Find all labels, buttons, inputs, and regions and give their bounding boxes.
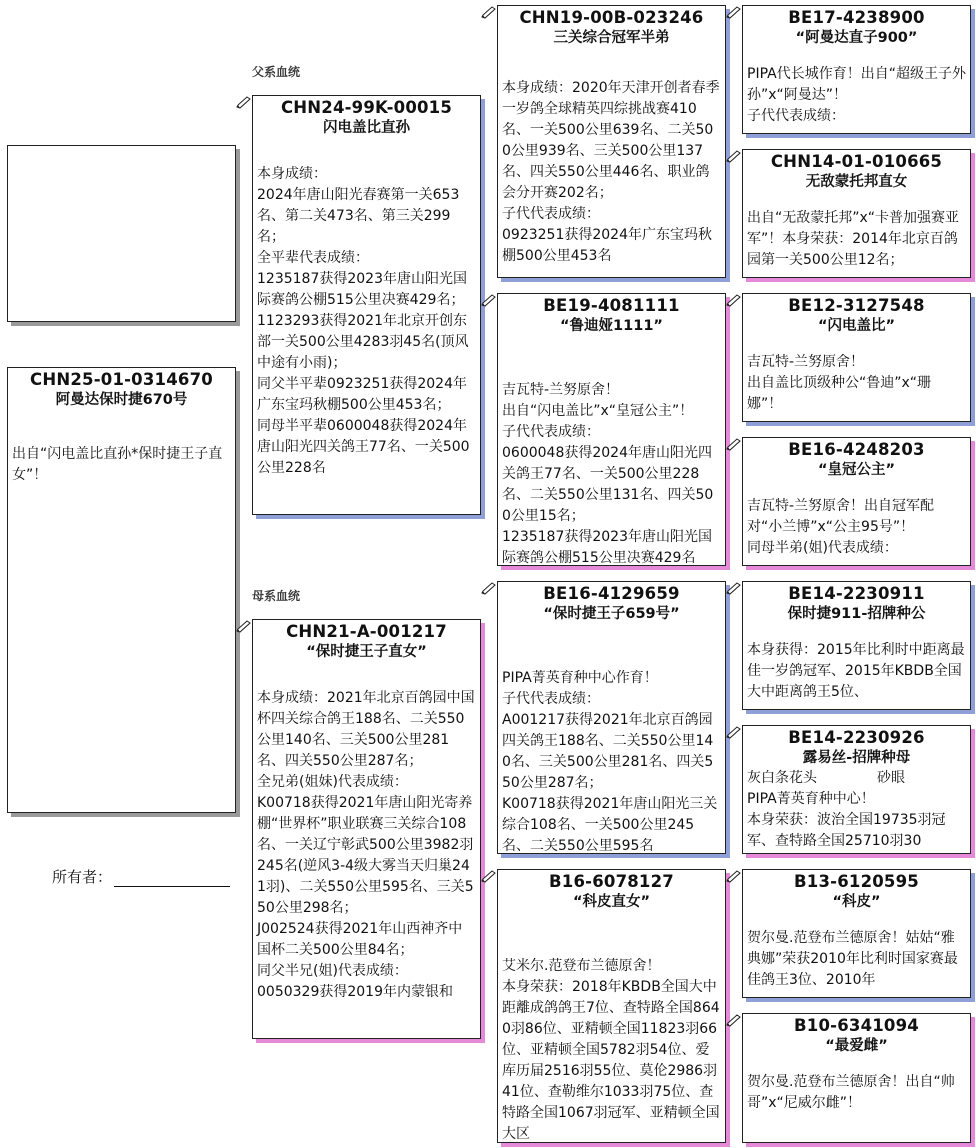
ring-number: BE19-4081111: [543, 296, 680, 315]
card-sdd[interactable]: [742, 437, 971, 566]
ring-number: BE17-4238900: [788, 8, 925, 27]
bird-name: “保时捷王子直女”: [306, 644, 427, 660]
edit-pencil-icon[interactable]: [481, 6, 496, 19]
bird-notes: 本身成绩：2020年天津开创者春季一岁鸽全球精英四综挑战赛410名、一关500公里639名、二关500公里939名、三关500公里137名、四关550公里446名、职业鸽会分开赛202名； 子代代表成绩： 0923251获得2024年广东宝玛秋棚500公里453名: [502, 80, 720, 264]
bird-notes: 出自“无敌蒙托邦”x“卡普加强赛亚军”！本身荣获：2014年北京百鸽园第一关500公里12名；: [747, 210, 960, 268]
bird-notes: PIPA菁英育种中心作育！ 子代代表成绩： A001217获得2021年北京百鸽园四关鸽王188名、二关550公里140名、三关500公里281名、四关550公里287名； K00718获得2021年唐山阳光三关综合108名、一关500公里245名、二关550公里595名: [502, 670, 718, 854]
edit-pencil-icon[interactable]: [481, 870, 496, 883]
bird-notes: 本身成绩：2021年北京百鸽园中国杯四关综合鸽王188名、二关550公里140名、三关500公里281名、四关550公里287名； 全兄弟(姐妹)代表成绩： K00718获得2021年唐山阳光寄养棚“世界杯”职业联赛三关综合108名、一关辽宁彰武500公里3982羽245名(逆风3-4级大雾当天归巢241羽)、二关550公里595名、三关550公里298名； J002524获得2021年山西神齐中国杯二关500公里84名； 同父半兄(姐)代表成绩： 0050329获得2019年内蒙银和: [257, 690, 475, 1000]
ring-number: BE12-3127548: [788, 296, 925, 315]
bird-notes: [743, 768, 970, 789]
card-dam-dam[interactable]: [497, 869, 726, 1143]
bird-name: 无敌蒙托邦直女: [805, 174, 908, 190]
bird-name: “保时捷王子659号”: [543, 606, 680, 622]
edit-pencil-icon[interactable]: [726, 294, 741, 307]
bird-name: “闪电盖比”: [817, 318, 896, 334]
bird-notes: PIPA代长城作育！出自“超级王子外孙”x“阿曼达”！ 子代代表成绩：: [747, 66, 966, 124]
bird-name: 保时捷911-招牌种公: [787, 606, 926, 622]
ring-number: CHN19-00B-023246: [519, 8, 704, 27]
card-subject[interactable]: [7, 367, 236, 813]
photo-frame: [7, 145, 236, 322]
edit-pencil-icon[interactable]: [726, 6, 741, 19]
edit-pencil-icon[interactable]: [726, 1014, 741, 1027]
edit-pencil-icon[interactable]: [726, 582, 741, 595]
edit-pencil-icon[interactable]: [236, 96, 251, 109]
ring-number: B13-6120595: [794, 872, 919, 891]
card-dds[interactable]: [742, 869, 971, 998]
ring-number: BE14-2230911: [788, 584, 925, 603]
edit-pencil-icon[interactable]: [481, 582, 496, 595]
ring-number: BE16-4248203: [788, 440, 925, 459]
card-dsd[interactable]: [742, 725, 971, 854]
bird-name: 闪电盖比直孙: [323, 120, 410, 136]
bird-notes: 本身成绩： 2024年唐山阳光春赛第一关653名、第二关473名、第三关299名； 全平辈代表成绩： 1235187获得2023年唐山阳光国际赛鸽公棚515公里决赛429名； 1123293获得2021年北京开创东部一关500公里4283羽45名(顶风中途有小雨)； 同父半平辈0923251获得2024年广东宝玛秋棚500公里453名； 同母半平辈0600048获得2024年唐山阳光四关鸽王77名、一关500公里228名: [257, 166, 470, 476]
ring-number: CHN25-01-0314670: [30, 370, 213, 389]
color-description: 灰白条花头: [747, 770, 817, 786]
bird-name: “科皮”: [832, 894, 881, 910]
sire-line-label: 父系血统: [252, 65, 301, 79]
card-ssd[interactable]: [742, 149, 971, 278]
card-dam[interactable]: [252, 619, 481, 1039]
card-ddd[interactable]: [742, 1013, 971, 1143]
edit-pencil-icon[interactable]: [726, 438, 741, 451]
bird-notes: 吉瓦特-兰努原舍！ 出自“闪电盖比”x“皇冠公主”！ 子代代表成绩： 0600048获得2024年唐山阳光四关鸽王77名、一关500公里228名、二关550公里131名、四关500公里15名； 1235187获得2023年唐山阳光国际赛鸽公棚515公里决赛429名: [502, 382, 714, 566]
card-sss[interactable]: [742, 5, 971, 134]
bird-name: 三关综合冠军半弟: [553, 30, 670, 46]
card-sds[interactable]: [742, 293, 971, 422]
bird-name: 露易丝-招牌种母: [802, 750, 911, 766]
ring-number: B16-6078127: [549, 872, 674, 891]
bird-notes: 吉瓦特-兰努原舍！ 出自盖比顶级种公“鲁迪”x“珊娜”！: [747, 354, 932, 412]
dam-line-label: 母系血统: [252, 589, 301, 603]
owner-field: [52, 866, 230, 887]
ring-number: B10-6341094: [794, 1016, 919, 1035]
owner-line: [114, 870, 230, 887]
ring-number: CHN21-A-001217: [286, 622, 447, 641]
edit-pencil-icon[interactable]: [236, 620, 251, 633]
card-sire-dam[interactable]: [497, 293, 726, 566]
bird-name: “皇冠公主”: [817, 462, 896, 478]
edit-pencil-icon[interactable]: [726, 726, 741, 739]
ring-number: CHN14-01-010665: [770, 152, 943, 171]
ring-number: CHN24-99K-00015: [280, 98, 453, 117]
card-dam-sire[interactable]: [497, 581, 726, 854]
edit-pencil-icon[interactable]: [481, 294, 496, 307]
bird-notes: 贺尔曼.范登布兰德原舍！姑姑“雅典娜”荣获2010年比利时国家赛最佳鸽王3位、2010年: [747, 930, 958, 988]
ring-number: BE14-2230926: [788, 728, 925, 747]
bird-notes: 贺尔曼.范登布兰德原舍！出自“帅哥”x“尼威尔雌”！: [747, 1074, 955, 1111]
eye-description: 砂眼: [877, 770, 905, 786]
bird-name: “鲁迪娅1111”: [560, 318, 663, 334]
bird-notes: 艾米尔.范登布兰德原舍！ 本身荣获：2018年KBDB全国大中距離成鸽鸽王7位、查特路全国8640羽86位、亚精顿全国11823羽66位、亚精顿全国5782羽54位、爱库历届2516羽55位、莫伦2986羽41位、查勒维尔1033羽75位、查特路全国1067羽冠军、亚精顿全国大区: [502, 958, 720, 1142]
owner-label: 所有者：: [52, 868, 113, 886]
bird-notes: 吉瓦特-兰努原舍！出自冠军配对“小兰博”x“公主95号”！ 同母半弟(姐)代表成绩：: [747, 498, 935, 556]
bird-name: “科皮直女”: [572, 894, 651, 910]
bird-name: 阿曼达保时捷670号: [55, 392, 188, 408]
card-sire[interactable]: [252, 95, 481, 515]
card-sire-sire[interactable]: [497, 5, 726, 278]
edit-pencil-icon[interactable]: [726, 870, 741, 883]
bird-name: “最爱雌”: [825, 1038, 888, 1054]
bird-notes: 本身获得：2015年比利时中距离最佳一岁鸽冠军、2015年KBDB全国大中距离鸽王5位、: [747, 642, 965, 700]
bird-notes: 出自“闪电盖比直孙*保时捷王子直女”！: [12, 446, 223, 483]
card-dss[interactable]: [742, 581, 971, 710]
bird-notes: PIPA菁英育种中心！ 本身荣获：波治全国19735羽冠军、查特路全国25710羽30: [747, 791, 946, 849]
bird-name: “阿曼达直子900”: [795, 30, 918, 46]
edit-pencil-icon[interactable]: [726, 150, 741, 163]
ring-number: BE16-4129659: [543, 584, 680, 603]
